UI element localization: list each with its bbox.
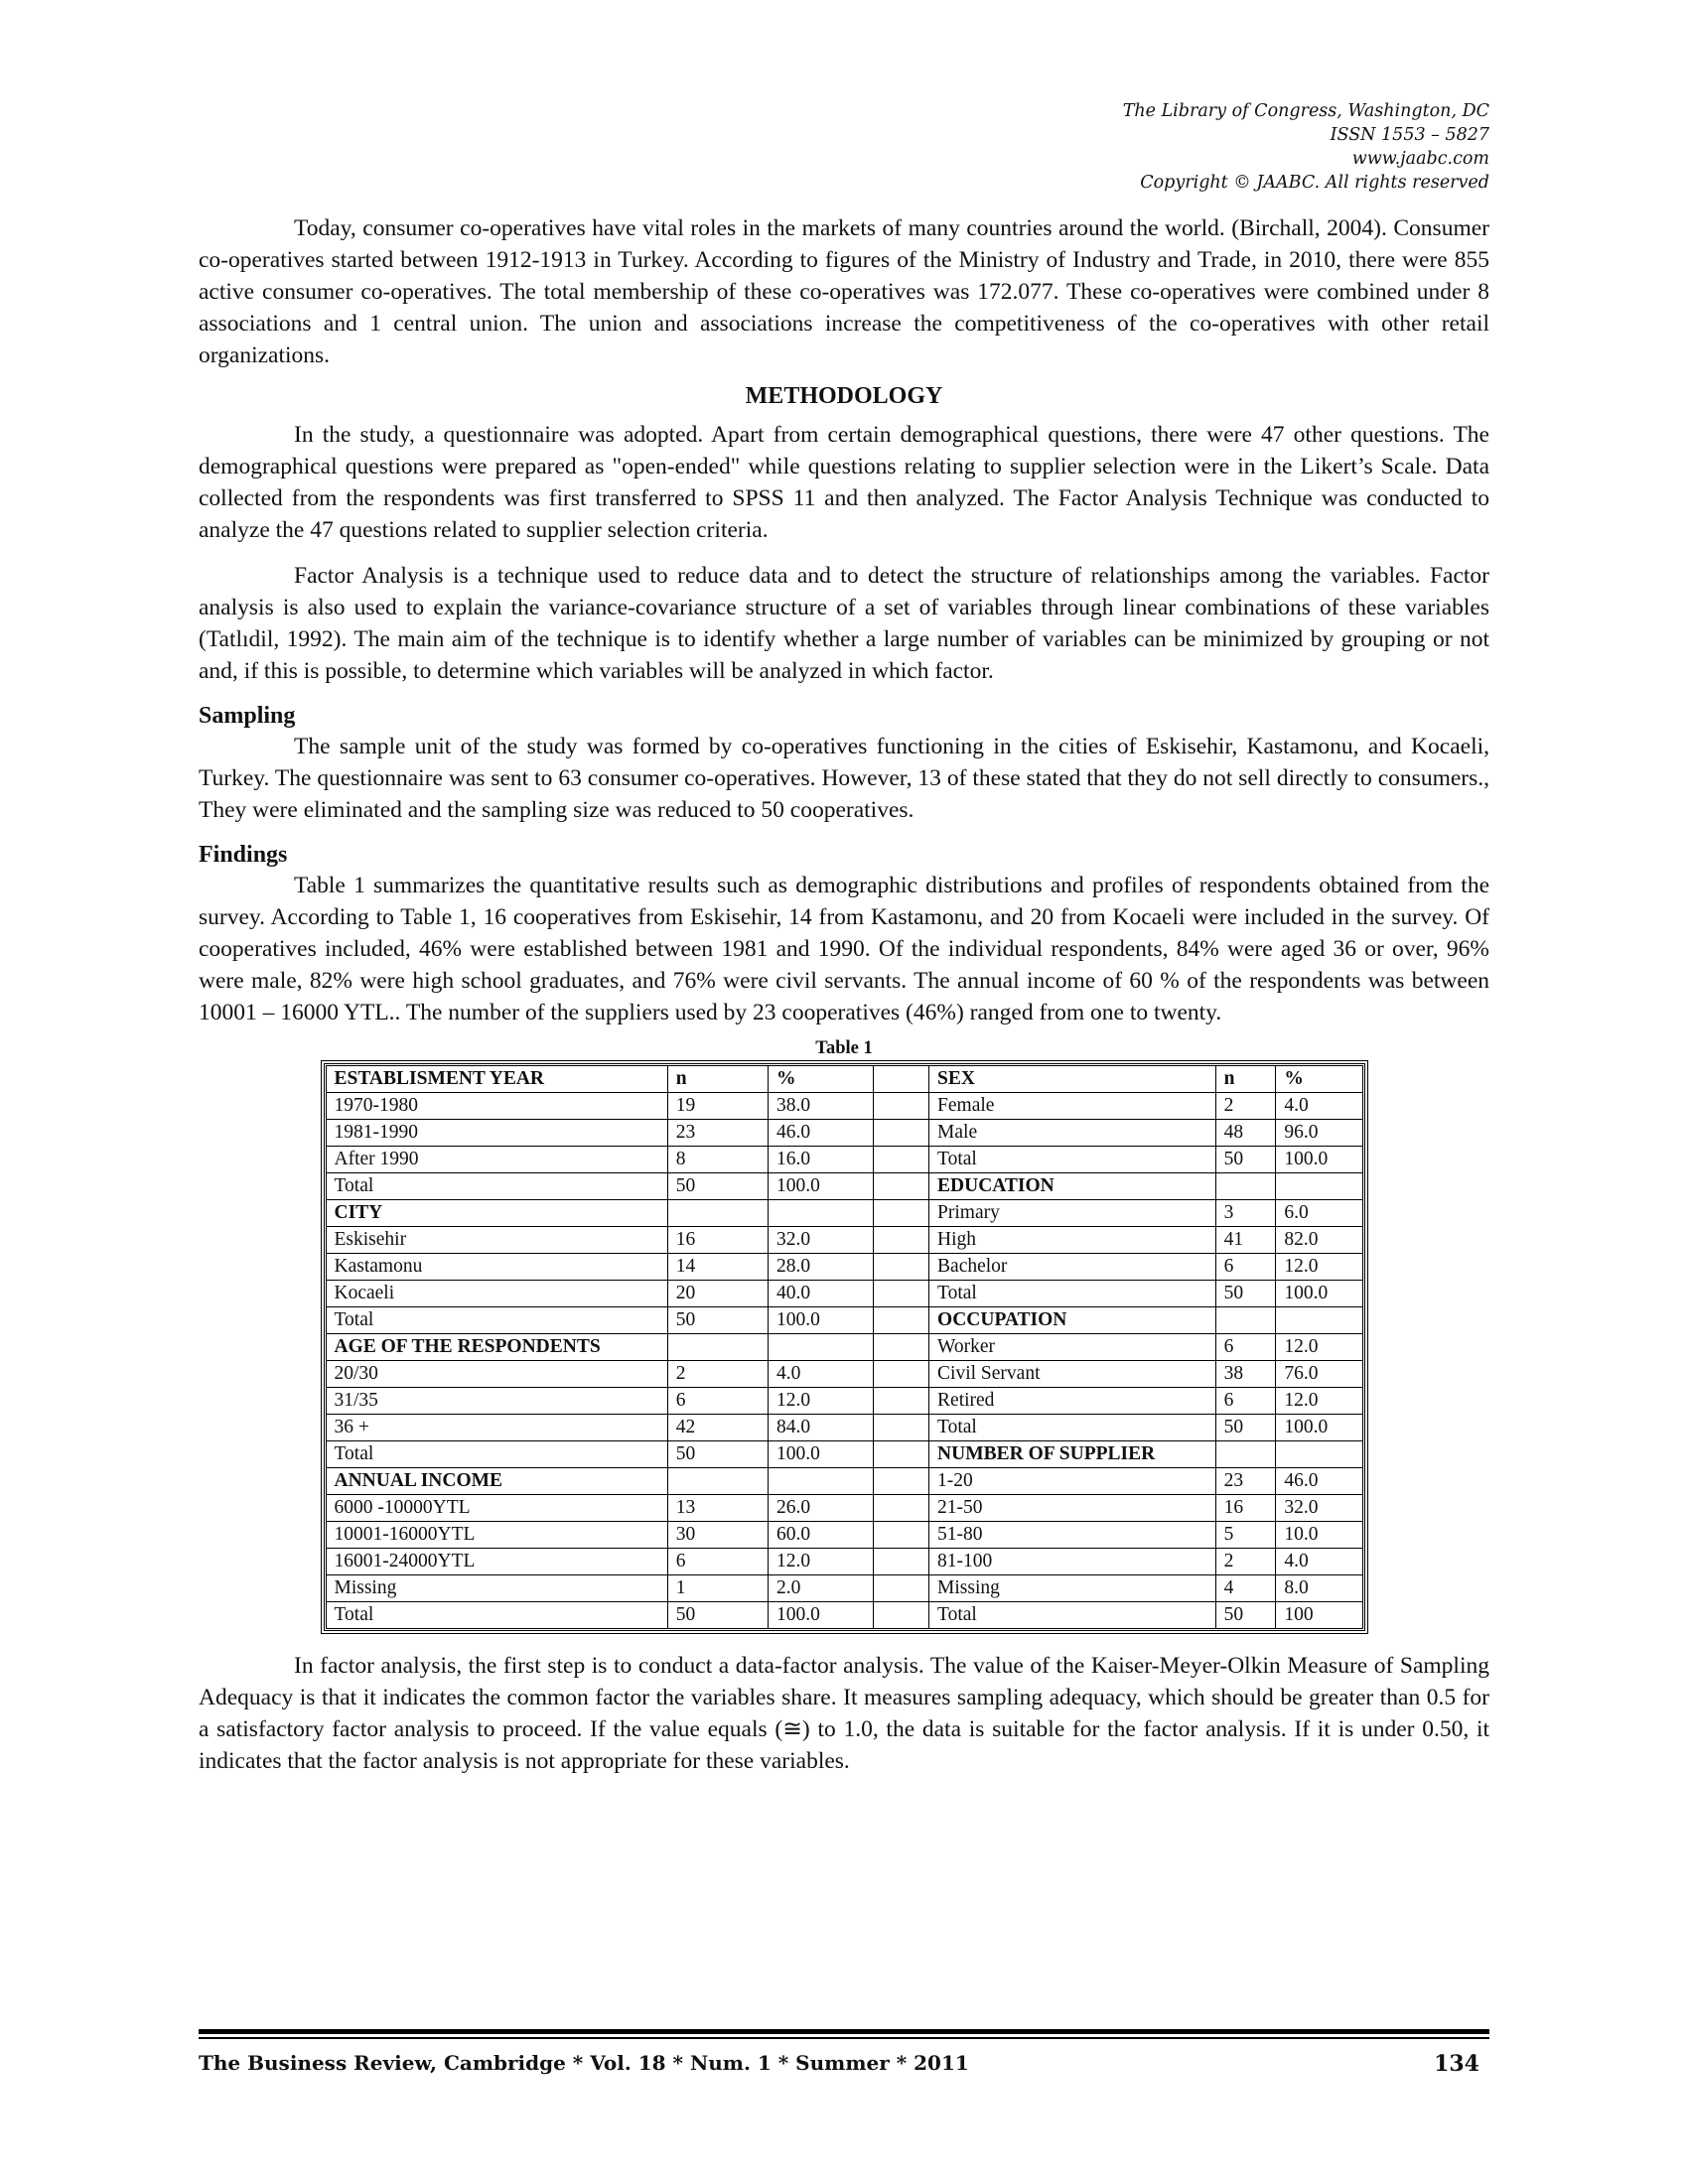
table-cell: 100.0: [769, 1441, 874, 1468]
table-cell: n: [667, 1066, 768, 1093]
table-gap-cell: [874, 1066, 929, 1093]
table-gap-cell: [874, 1173, 929, 1200]
sampling-heading: Sampling: [199, 703, 296, 729]
table-cell: 12.0: [769, 1549, 874, 1575]
table-row: [326, 1441, 1362, 1468]
table-cell: 41: [1215, 1227, 1276, 1254]
table-cell: 12.0: [1276, 1254, 1362, 1281]
table-cell: 20: [667, 1281, 768, 1307]
table-cell: [769, 1468, 874, 1495]
table-cell: 50: [1215, 1147, 1276, 1173]
table-cell: After 1990: [326, 1147, 667, 1173]
table-cell: NUMBER OF SUPPLIER: [929, 1441, 1216, 1468]
journal-citation: The Business Review, Cambridge * Vol. 18 * Num. 1 * Summer * 2011: [199, 2051, 969, 2075]
table-cell: 19: [667, 1093, 768, 1120]
table-cell: 84.0: [769, 1415, 874, 1441]
table-cell: 5: [1215, 1522, 1276, 1549]
table-cell: 12.0: [1276, 1334, 1362, 1361]
table-cell: Kocaeli: [326, 1281, 667, 1307]
table-gap-cell: [874, 1441, 929, 1468]
table-cell: Retired: [929, 1388, 1216, 1415]
table-cell: Male: [929, 1120, 1216, 1147]
table-cell: Total: [326, 1441, 667, 1468]
table-cell: 6: [667, 1388, 768, 1415]
table-cell: 4.0: [1276, 1549, 1362, 1575]
table-row: [326, 1120, 1362, 1147]
table-cell: Total: [929, 1147, 1216, 1173]
table-cell: 36 +: [326, 1415, 667, 1441]
table-cell: 21-50: [929, 1495, 1216, 1522]
table-cell: Total: [326, 1602, 667, 1629]
table-cell: 20/30: [326, 1361, 667, 1388]
table-row: [326, 1227, 1362, 1254]
methodology-paragraph-1: In the study, a questionnaire was adopted. Apart from certain demographical questions, there were 47 other questions. The demographical questions were prepared as "open-ended" while questions relating to supplier selection were in the Likert’s Scale. Data collected from the respondents was first transferred to SPSS 11 and then analyzed. The Factor Analysis Technique was conducted to analyze the 47 questions related to supplier selection criteria.: [199, 422, 1489, 543]
table-gap-cell: [874, 1495, 929, 1522]
table-cell: [667, 1200, 768, 1227]
table-cell: 8: [667, 1147, 768, 1173]
table-cell: Missing: [326, 1575, 667, 1602]
table-cell: Worker: [929, 1334, 1216, 1361]
page-footer: [199, 2029, 1489, 2077]
table-cell: 10.0: [1276, 1522, 1362, 1549]
table-row: [326, 1495, 1362, 1522]
table-gap-cell: [874, 1602, 929, 1629]
table-cell: 1970-1980: [326, 1093, 667, 1120]
table-cell: 38: [1215, 1361, 1276, 1388]
header-line: www.jaabc.com: [1351, 149, 1489, 169]
table-cell: 26.0: [769, 1495, 874, 1522]
table-cell: Total: [929, 1415, 1216, 1441]
table-cell: 50: [667, 1307, 768, 1334]
table-cell: 2: [1215, 1549, 1276, 1575]
findings-heading: Findings: [199, 842, 288, 868]
table-cell: OCCUPATION: [929, 1307, 1216, 1334]
table-caption: Table 1: [815, 1038, 873, 1058]
header-line: The Library of Congress, Washington, DC: [1122, 101, 1489, 121]
table-cell: Total: [326, 1173, 667, 1200]
table-cell: 100.0: [769, 1307, 874, 1334]
table-gap-cell: [874, 1093, 929, 1120]
closing-paragraph: In factor analysis, the first step is to conduct a data-factor analysis. The value of the Kaiser-Meyer-Olkin Measure of Sampling Adequacy is that it indicates the common factor the variables share. It measures sampling adequacy, which should be greater than 0.5 for a satisfactory factor analysis to proceed. If the value equals (≅) to 1.0, the data is suitable for the factor analysis. If it is under 0.50, it indicates that the factor analysis is not appropriate for these variables.: [199, 1653, 1489, 1774]
table-row: [326, 1147, 1362, 1173]
table-cell: 1: [667, 1575, 768, 1602]
demographics-table: [326, 1065, 1363, 1629]
table-cell: 50: [667, 1441, 768, 1468]
table-cell: [769, 1334, 874, 1361]
table-cell: 13: [667, 1495, 768, 1522]
table-cell: 1-20: [929, 1468, 1216, 1495]
table-gap-cell: [874, 1254, 929, 1281]
page-number: 134: [1434, 2051, 1479, 2077]
table-row: [326, 1093, 1362, 1120]
table-row: [326, 1361, 1362, 1388]
table-cell: EDUCATION: [929, 1173, 1216, 1200]
table-gap-cell: [874, 1415, 929, 1441]
table-cell: 23: [1215, 1468, 1276, 1495]
table-gap-cell: [874, 1281, 929, 1307]
table-cell: [1215, 1441, 1276, 1468]
table-cell: Kastamonu: [326, 1254, 667, 1281]
table-row: [326, 1468, 1362, 1495]
table-cell: 32.0: [1276, 1495, 1362, 1522]
table-cell: [667, 1334, 768, 1361]
table-cell: 96.0: [1276, 1120, 1362, 1147]
table-cell: 50: [667, 1602, 768, 1629]
table-cell: [1215, 1173, 1276, 1200]
footer-text: [199, 2051, 1489, 2077]
table-row: [326, 1281, 1362, 1307]
table-cell: 16: [667, 1227, 768, 1254]
table-cell: 31/35: [326, 1388, 667, 1415]
table-cell: 16: [1215, 1495, 1276, 1522]
table-row: [326, 1200, 1362, 1227]
table-cell: 50: [667, 1173, 768, 1200]
table-row: [326, 1388, 1362, 1415]
table-gap-cell: [874, 1120, 929, 1147]
table-cell: 50: [1215, 1415, 1276, 1441]
table-row: [326, 1307, 1362, 1334]
table-cell: 10001-16000YTL: [326, 1522, 667, 1549]
table-cell: [769, 1200, 874, 1227]
table-cell: Eskisehir: [326, 1227, 667, 1254]
table-cell: 6: [1215, 1388, 1276, 1415]
table-cell: Bachelor: [929, 1254, 1216, 1281]
table-cell: 14: [667, 1254, 768, 1281]
table-cell: 100.0: [1276, 1415, 1362, 1441]
table-cell: [1215, 1307, 1276, 1334]
table-cell: 1981-1990: [326, 1120, 667, 1147]
findings-paragraph: Table 1 summarizes the quantitative results such as demographic distributions and profiles of respondents obtained from the survey. According to Table 1, 16 cooperatives from Eskisehir, 14 from Kastamonu, and 20 from Kocaeli were included in the survey. Of cooperatives included, 46% were established between 1981 and 1990. Of the individual respondents, 84% were aged 36 or over, 96% were male, 82% were high school graduates, and 76% were civil servants. The annual income of 60 % of the respondents was between 10001 – 16000 YTL.. The number of the suppliers used by 23 cooperatives (46%) ranged from one to twenty.: [199, 873, 1489, 1025]
header-line: ISSN 1553 – 5827: [1330, 125, 1489, 145]
table-cell: 30: [667, 1522, 768, 1549]
table-gap-cell: [874, 1147, 929, 1173]
table-cell: 82.0: [1276, 1227, 1362, 1254]
table-cell: 100.0: [769, 1602, 874, 1629]
table-cell: 32.0: [769, 1227, 874, 1254]
table-gap-cell: [874, 1307, 929, 1334]
table-cell: [1276, 1307, 1362, 1334]
article-body: [199, 212, 1489, 1777]
table-cell: 6: [667, 1549, 768, 1575]
table-cell: 48: [1215, 1120, 1276, 1147]
table-cell: ANNUAL INCOME: [326, 1468, 667, 1495]
table-cell: 100.0: [769, 1173, 874, 1200]
table-cell: 42: [667, 1415, 768, 1441]
table-gap-cell: [874, 1388, 929, 1415]
sampling-paragraph: The sample unit of the study was formed by co-operatives functioning in the cities of Eskisehir, Kastamonu, and Kocaeli, Turkey. The questionnaire was sent to 63 consumer co-operatives. However, 13 of these stated that they do not sell directly to consumers., They were eliminated and the sampling size was reduced to 50 cooperatives.: [199, 734, 1489, 823]
table-cell: Total: [929, 1602, 1216, 1629]
table-cell: Missing: [929, 1575, 1216, 1602]
table-row: [326, 1254, 1362, 1281]
table-cell: 76.0: [1276, 1361, 1362, 1388]
table-cell: [1276, 1441, 1362, 1468]
footer-rule: [199, 2029, 1489, 2034]
table-cell: Female: [929, 1093, 1216, 1120]
table-cell: 4.0: [769, 1361, 874, 1388]
table-cell: 50: [1215, 1281, 1276, 1307]
table-cell: 2: [1215, 1093, 1276, 1120]
table-cell: 4: [1215, 1575, 1276, 1602]
table-row: [326, 1173, 1362, 1200]
table-gap-cell: [874, 1334, 929, 1361]
table-cell: 3: [1215, 1200, 1276, 1227]
methodology-paragraph-2: Factor Analysis is a technique used to reduce data and to detect the structure of relationships among the variables. Factor analysis is also used to explain the variance-covariance structure of a set of variables through linear combinations of these variables (Tatlıdil, 1992). The main aim of the technique is to identify whether a large number of variables can be minimized by grouping or not and, if this is possible, to determine which variables will be analyzed in which factor.: [199, 563, 1489, 684]
table-gap-cell: [874, 1468, 929, 1495]
table-cell: 2.0: [769, 1575, 874, 1602]
table-cell: 6: [1215, 1254, 1276, 1281]
table-frame: [321, 1060, 1368, 1634]
table-cell: 40.0: [769, 1281, 874, 1307]
table-cell: 6: [1215, 1334, 1276, 1361]
table-row: [326, 1066, 1362, 1093]
table-cell: ESTABLISMENT YEAR: [326, 1066, 667, 1093]
table-row: [326, 1602, 1362, 1629]
table-gap-cell: [874, 1522, 929, 1549]
table-cell: [1276, 1173, 1362, 1200]
table-cell: 100.0: [1276, 1147, 1362, 1173]
table-gap-cell: [874, 1200, 929, 1227]
intro-paragraph: Today, consumer co-operatives have vital roles in the markets of many countries around the world. (Birchall, 2004). Consumer co-operatives started between 1912-1913 in Turkey. According to figures of the Ministry of Industry and Trade, in 2010, there were 855 active consumer co-operatives. The total membership of these co-operatives was 172.077. These co-operatives were combined under 8 associations and 1 central union. The union and associations increase the competitiveness of the co-operatives with other retail organizations.: [199, 215, 1489, 368]
table-cell: AGE OF THE RESPONDENTS: [326, 1334, 667, 1361]
table-cell: 16.0: [769, 1147, 874, 1173]
header-line: Copyright © JAABC. All rights reserved: [1140, 173, 1489, 193]
table-cell: 60.0: [769, 1522, 874, 1549]
table-cell: Primary: [929, 1200, 1216, 1227]
table-cell: 2: [667, 1361, 768, 1388]
table-cell: Total: [929, 1281, 1216, 1307]
table-cell: 12.0: [1276, 1388, 1362, 1415]
table-cell: 38.0: [769, 1093, 874, 1120]
table-gap-cell: [874, 1549, 929, 1575]
table-cell: 81-100: [929, 1549, 1216, 1575]
table-row: [326, 1334, 1362, 1361]
table-cell: 23: [667, 1120, 768, 1147]
table-cell: 46.0: [1276, 1468, 1362, 1495]
table-cell: 100.0: [1276, 1281, 1362, 1307]
table-cell: 50: [1215, 1602, 1276, 1629]
table-cell: n: [1215, 1066, 1276, 1093]
table-cell: 4.0: [1276, 1093, 1362, 1120]
table-cell: %: [769, 1066, 874, 1093]
table-row: [326, 1575, 1362, 1602]
table-cell: 100: [1276, 1602, 1362, 1629]
table-gap-cell: [874, 1361, 929, 1388]
table-cell: 46.0: [769, 1120, 874, 1147]
table-cell: 8.0: [1276, 1575, 1362, 1602]
table-body: [326, 1066, 1362, 1629]
table-cell: Civil Servant: [929, 1361, 1216, 1388]
table-cell: High: [929, 1227, 1216, 1254]
table-cell: Total: [326, 1307, 667, 1334]
table-cell: 16001-24000YTL: [326, 1549, 667, 1575]
footer-rule: [199, 2037, 1489, 2039]
table-cell: 28.0: [769, 1254, 874, 1281]
table-cell: SEX: [929, 1066, 1216, 1093]
table-cell: 12.0: [769, 1388, 874, 1415]
journal-header: [1123, 99, 1489, 195]
table-cell: CITY: [326, 1200, 667, 1227]
table-cell: %: [1276, 1066, 1362, 1093]
table-row: [326, 1522, 1362, 1549]
table-cell: [667, 1468, 768, 1495]
table-cell: 6000 -10000YTL: [326, 1495, 667, 1522]
table-row: [326, 1415, 1362, 1441]
table-cell: 51-80: [929, 1522, 1216, 1549]
table-gap-cell: [874, 1575, 929, 1602]
table-cell: 6.0: [1276, 1200, 1362, 1227]
table-gap-cell: [874, 1227, 929, 1254]
table-row: [326, 1549, 1362, 1575]
methodology-heading: METHODOLOGY: [745, 383, 943, 409]
